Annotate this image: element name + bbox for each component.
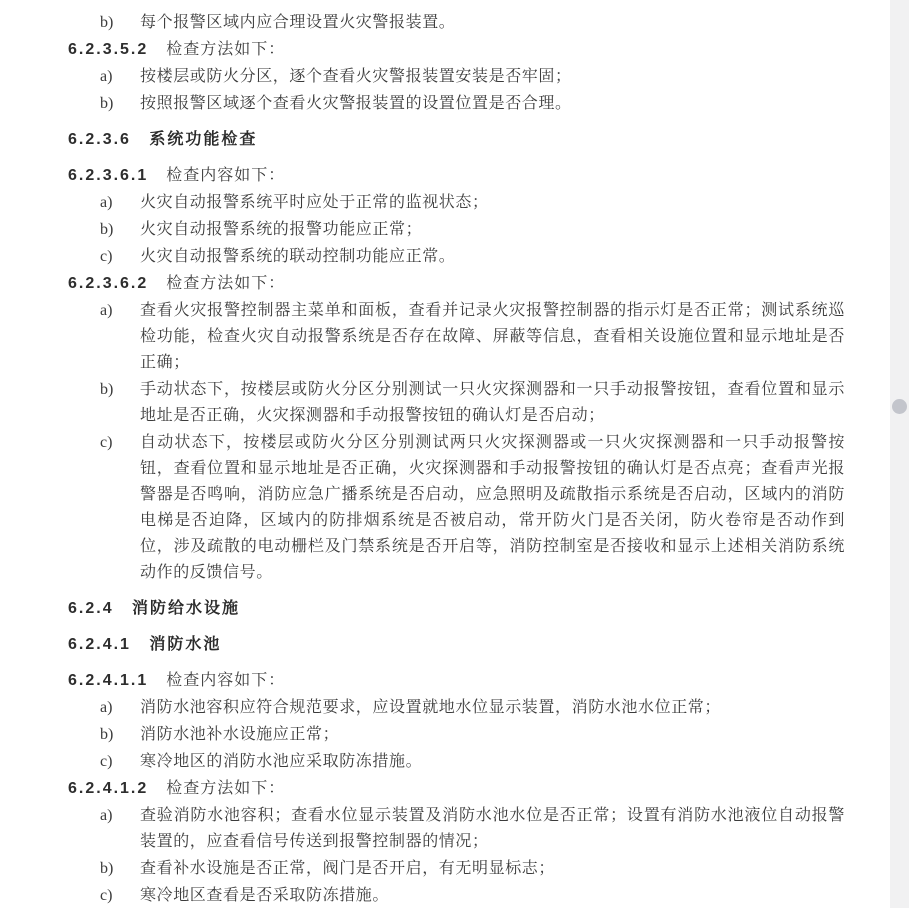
scrollbar-track[interactable] (890, 0, 909, 908)
section-title: 消防给水设施 (132, 600, 241, 617)
list-item (100, 430, 845, 586)
list-item-label: c) (100, 753, 113, 770)
list-item-text: 按楼层或防火分区，逐个查看火灾警报装置安装是否牢固； (140, 68, 572, 85)
clause-number: 6.2.3.6.1 (68, 167, 149, 184)
list-item-text: 查看火灾报警控制器主菜单和面板，查看并记录火灾报警控制器的指示灯是否正常；测试系统巡检功能，检查火灾自动报警系统是否存在故障、屏蔽等信息，查看相关设施位置和显示地址是否正确； (140, 302, 845, 371)
clause-line (68, 163, 845, 189)
list-item-label: b) (100, 381, 114, 398)
clause-line (68, 668, 845, 694)
list-item-text: 消防水池补水设施应正常； (140, 726, 340, 743)
list-item-label: c) (100, 887, 113, 904)
clause-number: 6.2.3.5.2 (68, 41, 149, 58)
list-item-label: b) (100, 860, 114, 877)
clause-number: 6.2.4.1.1 (68, 672, 149, 689)
clause-title: 检查内容如下： (166, 167, 286, 184)
list-item (100, 695, 845, 721)
list-item-text: 寒冷地区的消防水池应采取防冻措施。 (140, 753, 423, 770)
scrollbar-thumb[interactable] (892, 399, 907, 414)
list-item-text: 火灾自动报警系统的联动控制功能应正常。 (140, 248, 456, 265)
list-item-label: b) (100, 221, 114, 238)
section-heading (68, 596, 845, 622)
list-item-text: 每个报警区域内应合理设置火灾警报装置。 (140, 14, 456, 31)
clause-line (68, 271, 845, 297)
clause-line (68, 776, 845, 802)
clause-title: 检查内容如下： (166, 672, 286, 689)
list-item (100, 244, 845, 270)
list-item-text: 火灾自动报警系统平时应处于正常的监视状态； (140, 194, 489, 211)
list-item (100, 856, 845, 882)
clause-title: 检查方法如下： (166, 41, 286, 58)
section-heading (68, 632, 845, 658)
list-item-label: c) (100, 434, 113, 451)
list-item (100, 91, 845, 117)
list-item (100, 722, 845, 748)
list-item-label: c) (100, 248, 113, 265)
list-item-label: b) (100, 726, 114, 743)
list-item-text: 按照报警区域逐个查看火灾警报装置的设置位置是否合理。 (140, 95, 572, 112)
list-item-label: a) (100, 302, 113, 319)
list-item (100, 217, 845, 243)
clause-number: 6.2.4.1.2 (68, 780, 149, 797)
list-item-text: 寒冷地区查看是否采取防冻措施。 (140, 887, 390, 904)
clause-number: 6.2.3.6.2 (68, 275, 149, 292)
list-item (100, 298, 845, 376)
list-item (100, 10, 845, 36)
clause-title: 检查方法如下： (166, 780, 286, 797)
section-number: 6.2.4 (68, 600, 114, 617)
list-item-label: a) (100, 699, 113, 716)
clause-title: 检查方法如下： (166, 275, 286, 292)
clause-line (68, 37, 845, 63)
list-item (100, 377, 845, 429)
list-item-text: 手动状态下，按楼层或防火分区分别测试一只火灾探测器和一只手动报警按钮，查看位置和显示地址是否正确，火灾探测器和手动报警按钮的确认灯是否启动； (140, 381, 845, 424)
list-item-text: 自动状态下，按楼层或防火分区分别测试两只火灾探测器或一只火灾探测器和一只手动报警按钮，查看位置和显示地址是否正确，火灾探测器和手动报警按钮的确认灯是否点亮；查看声光报警器是否鸣响，消防应急广播系统是否启动，应急照明及疏散指示系统是否启动，区域内的消防电梯是否迫降，区域内的防排烟系统是否被启动，常开防火门是否关闭，防火卷帘是否动作到位，涉及疏散的电动栅栏及门禁系统是否开启等，消防控制室是否接收和显示上述相关消防系统动作的反馈信号。 (140, 434, 845, 581)
list-item-label: a) (100, 194, 113, 211)
list-item (100, 883, 845, 909)
list-item-label: b) (100, 14, 114, 31)
list-item-text: 查验消防水池容积；查看水位显示装置及消防水池水位是否正常；设置有消防水池液位自动报警装置的，应查看信号传送到报警控制器的情况； (140, 807, 845, 850)
list-item (100, 190, 845, 216)
list-item-label: a) (100, 807, 113, 824)
section-title: 消防水池 (149, 636, 222, 653)
list-item-text: 查看补水设施是否正常，阀门是否开启，有无明显标志； (140, 860, 556, 877)
section-number: 6.2.4.1 (68, 636, 131, 653)
list-item-label: a) (100, 68, 113, 85)
list-item (100, 803, 845, 855)
section-number: 6.2.3.6 (68, 131, 131, 148)
list-item (100, 749, 845, 775)
list-item (100, 64, 845, 90)
section-heading (68, 127, 845, 153)
list-item-label: b) (100, 95, 114, 112)
list-item-text: 消防水池容积应符合规范要求，应设置就地水位显示装置，消防水池水位正常； (140, 699, 722, 716)
list-item-text: 火灾自动报警系统的报警功能应正常； (140, 221, 423, 238)
section-title: 系统功能检查 (149, 131, 258, 148)
